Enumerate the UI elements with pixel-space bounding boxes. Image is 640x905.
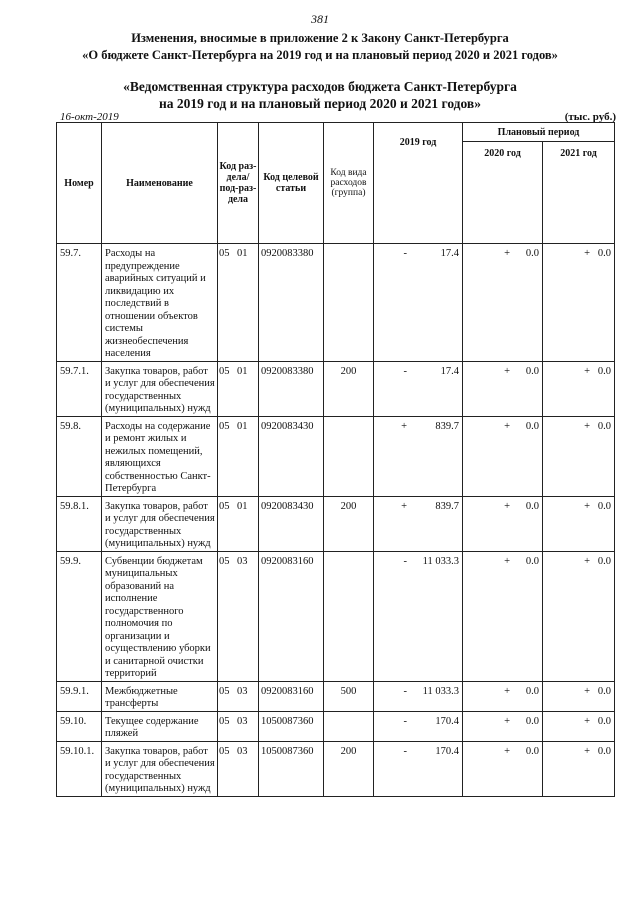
- row-target-code: 0920083430: [259, 496, 324, 551]
- section-code: 05: [219, 685, 230, 697]
- row-name: Межбюджетные трансферты: [102, 681, 218, 711]
- document-date: 16-окт-2019: [60, 111, 119, 123]
- row-name: Закупка товаров, работ и услуг для обеспечения государственных (муниципальных) нужд: [102, 496, 218, 551]
- row-2021-value: [543, 551, 615, 681]
- sign-2021: +: [584, 685, 590, 697]
- document-subtitle: [0, 78, 640, 112]
- section-code: 05: [219, 715, 230, 727]
- table-row: [57, 361, 615, 416]
- row-target-code: 0920083380: [259, 361, 324, 416]
- row-2019-value: [374, 496, 463, 551]
- section-code: 05: [219, 248, 230, 259]
- value-2021: 0.0: [597, 715, 612, 727]
- table-header: [57, 123, 615, 244]
- row-expense-type: 200: [324, 496, 374, 551]
- row-section-code: [218, 551, 259, 681]
- row-section-code: [218, 741, 259, 796]
- header-2021: 2021 год: [543, 142, 615, 244]
- section-code: 05: [219, 420, 230, 432]
- sign-2021: +: [584, 745, 590, 757]
- section-code: 05: [219, 500, 230, 512]
- value-2021: 0.0: [597, 420, 612, 432]
- subsection-code: 03: [237, 685, 248, 697]
- row-2020-value: [463, 741, 543, 796]
- header-2019: 2019 год: [374, 123, 463, 244]
- value-2019: 17.4: [440, 365, 459, 377]
- sign-2020: +: [504, 685, 510, 697]
- document-title: [0, 30, 640, 64]
- row-target-code: 0920083160: [259, 681, 324, 711]
- row-name: Закупка товаров, работ и услуг для обеспечения государственных (муниципальных) нужд: [102, 361, 218, 416]
- sign-2019: -: [403, 685, 407, 697]
- row-expense-type: 200: [324, 741, 374, 796]
- row-section-code: [218, 711, 259, 741]
- sign-2020: +: [504, 715, 510, 727]
- sign-2020: +: [504, 420, 510, 432]
- subsection-code: 01: [237, 500, 248, 512]
- subsection-code: 03: [237, 555, 248, 567]
- row-2020-value: [463, 496, 543, 551]
- header-section: Код раз-дела/ под-раз-дела: [218, 123, 259, 244]
- value-2021: 0.0: [597, 685, 612, 697]
- row-section-code: [218, 244, 259, 362]
- value-2019: 170.4: [435, 745, 459, 757]
- row-2020-value: [463, 416, 543, 496]
- row-2019-value: [374, 361, 463, 416]
- row-number: 59.8.1.: [57, 496, 102, 551]
- row-2021-value: [543, 361, 615, 416]
- sign-2020: +: [504, 248, 510, 259]
- value-2021: 0.0: [597, 248, 612, 259]
- value-2020: 0.0: [525, 745, 539, 757]
- sign-2019: -: [403, 745, 407, 757]
- row-section-code: [218, 496, 259, 551]
- row-section-code: [218, 416, 259, 496]
- value-2020: 0.0: [525, 365, 539, 377]
- section-code: 05: [219, 745, 230, 757]
- row-2021-value: [543, 681, 615, 711]
- value-2021: 0.0: [597, 555, 612, 567]
- table-row: [57, 681, 615, 711]
- value-2019: 170.4: [435, 715, 459, 727]
- subtitle-line-2: на 2019 год и на плановый период 2020 и 2021 годов»: [159, 96, 481, 111]
- sign-2019: -: [403, 365, 407, 377]
- header-2020: 2020 год: [463, 142, 543, 244]
- row-2020-value: [463, 244, 543, 362]
- sign-2021: +: [584, 248, 590, 259]
- row-number: 59.9.1.: [57, 681, 102, 711]
- value-2019: 11 033.3: [422, 555, 459, 567]
- row-expense-type: 500: [324, 681, 374, 711]
- row-name: Расходы на содержание и ремонт жилых и нежилых помещений, являющихся собственностью Санкт-Петербурга: [102, 416, 218, 496]
- subsection-code: 03: [237, 715, 248, 727]
- sign-2019: +: [401, 500, 407, 512]
- table-body: [57, 244, 615, 797]
- table-row: [57, 496, 615, 551]
- subsection-code: 03: [237, 745, 248, 757]
- row-number: 59.8.: [57, 416, 102, 496]
- row-2020-value: [463, 551, 543, 681]
- sign-2021: +: [584, 365, 590, 377]
- row-number: 59.9.: [57, 551, 102, 681]
- table-row: [57, 711, 615, 741]
- row-2021-value: [543, 496, 615, 551]
- header-plan-period: Плановый период: [463, 123, 615, 142]
- row-expense-type: 200: [324, 361, 374, 416]
- subtitle-line-1: «Ведомственная структура расходов бюджета Санкт-Петербурга: [123, 79, 517, 94]
- row-2021-value: [543, 741, 615, 796]
- value-2020: 0.0: [525, 500, 539, 512]
- table-row: [57, 741, 615, 796]
- header-name: Наименование: [102, 123, 218, 244]
- table-row: [57, 551, 615, 681]
- row-target-code: 1050087360: [259, 741, 324, 796]
- title-line-1: Изменения, вносимые в приложение 2 к Закону Санкт-Петербурга: [131, 31, 509, 45]
- value-2019: 839.7: [435, 420, 459, 432]
- row-2019-value: [374, 551, 463, 681]
- row-2020-value: [463, 361, 543, 416]
- value-2020: 0.0: [525, 685, 539, 697]
- row-number: 59.7.: [57, 244, 102, 362]
- row-expense-type: [324, 551, 374, 681]
- row-name: Текущее содержание пляжей: [102, 711, 218, 741]
- row-section-code: [218, 681, 259, 711]
- value-2021: 0.0: [597, 365, 612, 377]
- sign-2021: +: [584, 500, 590, 512]
- header-expense-type: Код вида расходов (группа): [324, 123, 374, 244]
- row-2019-value: [374, 244, 463, 362]
- row-target-code: 0920083380: [259, 244, 324, 362]
- sign-2020: +: [504, 555, 510, 567]
- sign-2021: +: [584, 555, 590, 567]
- value-2021: 0.0: [597, 500, 612, 512]
- sign-2021: +: [584, 420, 590, 432]
- table-row: [57, 244, 615, 362]
- sign-2019: +: [401, 420, 407, 432]
- section-code: 05: [219, 365, 230, 377]
- units-label: (тыс. руб.): [564, 111, 616, 123]
- value-2019: 839.7: [435, 500, 459, 512]
- value-2020: 0.0: [525, 715, 539, 727]
- title-line-2: «О бюджете Санкт-Петербурга на 2019 год и на плановый период 2020 и 2021 годов»: [82, 48, 558, 62]
- row-expense-type: [324, 416, 374, 496]
- value-2019: 17.4: [440, 248, 459, 259]
- sign-2020: +: [504, 745, 510, 757]
- row-target-code: 0920083430: [259, 416, 324, 496]
- row-2021-value: [543, 244, 615, 362]
- row-2019-value: [374, 681, 463, 711]
- sign-2020: +: [504, 365, 510, 377]
- value-2020: 0.0: [525, 555, 539, 567]
- sign-2019: -: [403, 248, 407, 259]
- row-2019-value: [374, 741, 463, 796]
- row-2020-value: [463, 711, 543, 741]
- subsection-code: 01: [237, 420, 248, 432]
- row-2021-value: [543, 711, 615, 741]
- row-section-code: [218, 361, 259, 416]
- row-name: Закупка товаров, работ и услуг для обеспечения государственных (муниципальных) нужд: [102, 741, 218, 796]
- value-2020: 0.0: [525, 420, 539, 432]
- section-code: 05: [219, 555, 230, 567]
- value-2019: 11 033.3: [422, 685, 459, 697]
- row-2019-value: [374, 416, 463, 496]
- row-name: Субвенции бюджетам муниципальных образований на исполнение государственного полномочия по организации и осуществлению уборки и санитарной очистки территорий: [102, 551, 218, 681]
- sign-2019: -: [403, 555, 407, 567]
- row-expense-type: [324, 711, 374, 741]
- budget-table: [56, 122, 615, 797]
- header-target: Код целевой статьи: [259, 123, 324, 244]
- row-number: 59.7.1.: [57, 361, 102, 416]
- header-number: Номер: [57, 123, 102, 244]
- value-2021: 0.0: [597, 745, 612, 757]
- table-row: [57, 416, 615, 496]
- row-number: 59.10.: [57, 711, 102, 741]
- row-2020-value: [463, 681, 543, 711]
- row-2019-value: [374, 711, 463, 741]
- sign-2021: +: [584, 715, 590, 727]
- row-target-code: 1050087360: [259, 711, 324, 741]
- sign-2019: -: [403, 715, 407, 727]
- row-2021-value: [543, 416, 615, 496]
- subsection-code: 01: [237, 365, 248, 377]
- row-target-code: 0920083160: [259, 551, 324, 681]
- row-number: 59.10.1.: [57, 741, 102, 796]
- subsection-code: 01: [237, 248, 248, 259]
- row-name: Расходы на предупреждение аварийных ситуаций и ликвидацию их последствий в отношении объектов системы жизнеобеспечения населения: [102, 244, 218, 362]
- sign-2020: +: [504, 500, 510, 512]
- page-number: 381: [311, 12, 329, 26]
- value-2020: 0.0: [525, 248, 539, 259]
- row-expense-type: [324, 244, 374, 362]
